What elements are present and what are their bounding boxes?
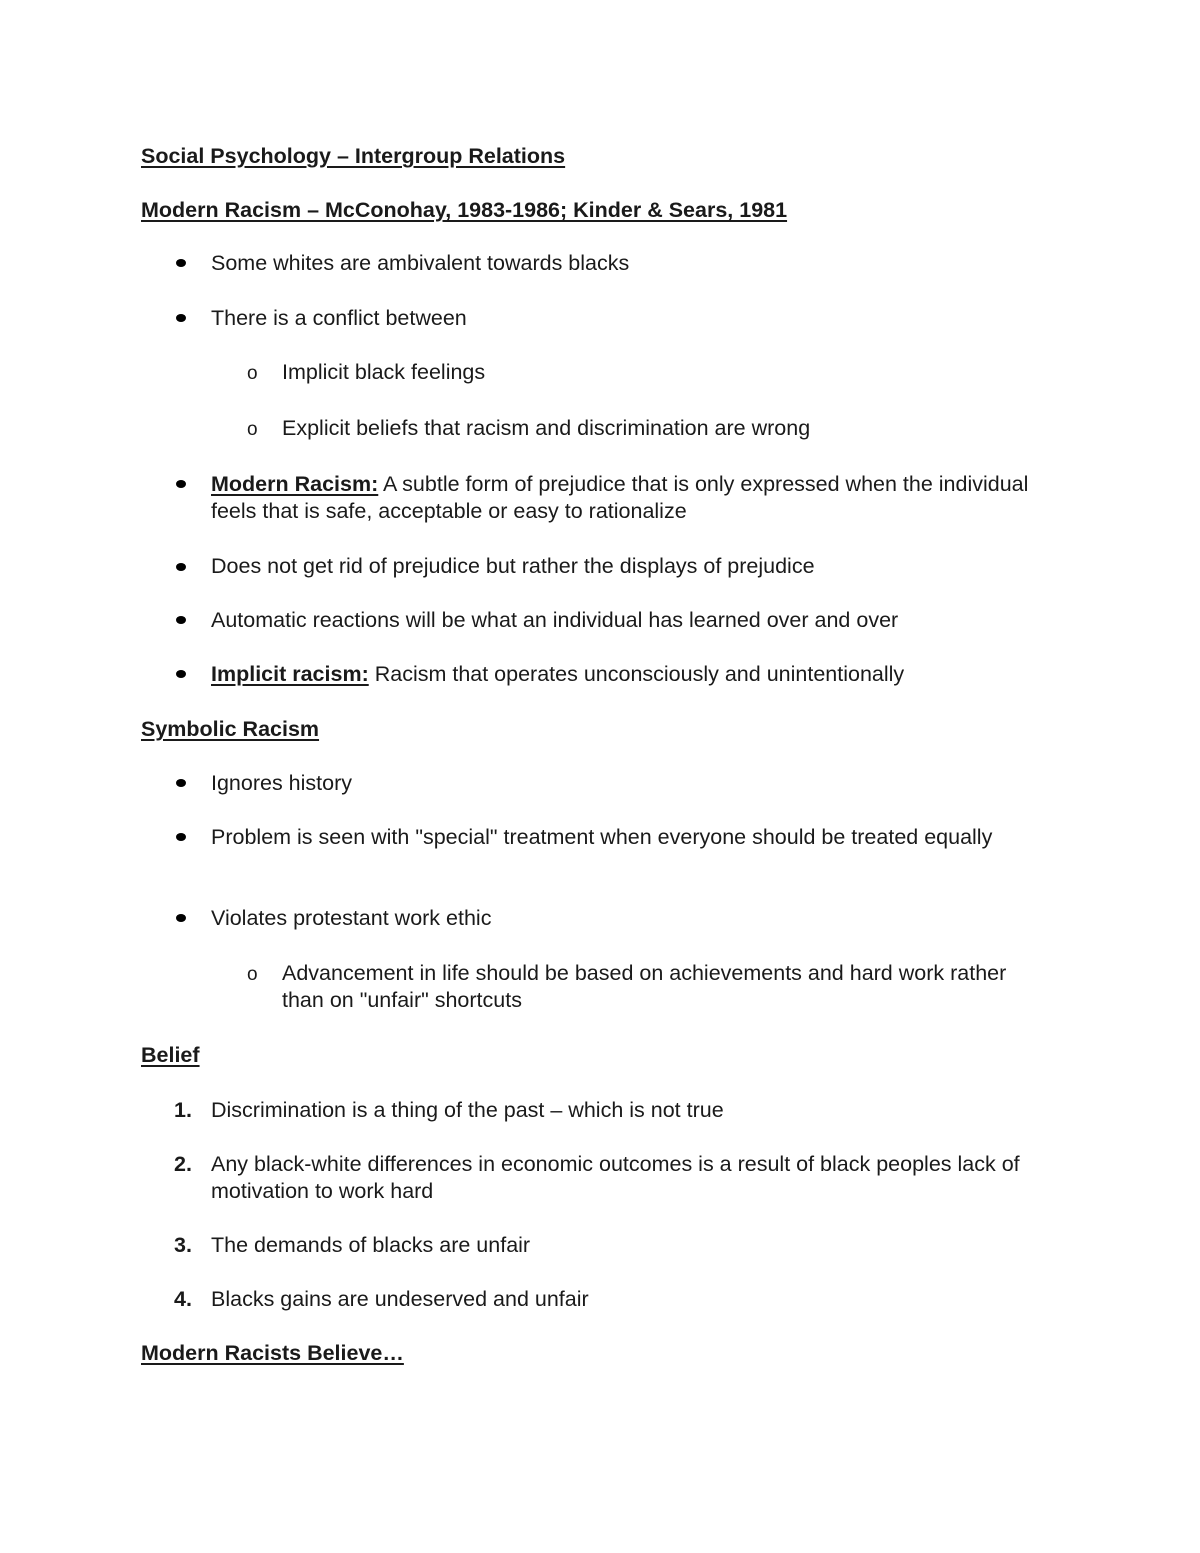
bullet-icon xyxy=(176,259,186,267)
bullet-icon xyxy=(176,670,186,678)
bullet-icon xyxy=(176,480,186,488)
sub-list-item: Implicit black feelings xyxy=(282,360,486,384)
definition-term: Modern Racism: xyxy=(211,472,379,496)
bullet-icon xyxy=(176,314,186,322)
definition-text: A subtle form of prejudice that is only expressed when the individual feels that is safe, acceptable or easy to rationalize xyxy=(211,472,1029,523)
document-title: Social Psychology – Intergroup Relations xyxy=(141,144,566,168)
list-item: Ignores history xyxy=(211,771,353,795)
numbered-item: Blacks gains are undeserved and unfair xyxy=(211,1287,589,1311)
section-heading-belief: Belief xyxy=(141,1043,200,1067)
bullet-icon xyxy=(176,616,186,624)
bullet-icon xyxy=(176,779,186,787)
numbered-item: The demands of blacks are unfair xyxy=(211,1233,531,1257)
definition-item-modern-racism xyxy=(211,471,1041,525)
list-item: There is a conflict between xyxy=(211,306,467,330)
definition-item-implicit-racism xyxy=(211,661,1041,688)
definition-text: Racism that operates unconsciously and unintentionally xyxy=(368,662,905,686)
list-item: Does not get rid of prejudice but rather the displays of prejudice xyxy=(211,554,815,578)
list-item: Automatic reactions will be what an individual has learned over and over xyxy=(211,608,899,632)
list-item: Some whites are ambivalent towards blacks xyxy=(211,251,630,275)
numbered-item: Discrimination is a thing of the past – which is not true xyxy=(211,1098,724,1122)
list-number: 4. xyxy=(174,1287,192,1311)
section-heading-modern-racists-believe: Modern Racists Believe… xyxy=(141,1341,404,1365)
section-heading-modern-racism: Modern Racism – McConohay, 1983-1986; Kinder & Sears, 1981 xyxy=(141,198,788,222)
sub-list-item: Advancement in life should be based on achievements and hard work rather than on "unfair" shortcuts xyxy=(282,961,1007,1012)
definition-term: Implicit racism: xyxy=(211,662,369,686)
sub-bullet-icon: o xyxy=(247,419,258,440)
list-number: 2. xyxy=(174,1152,192,1176)
list-item: Violates protestant work ethic xyxy=(211,906,492,930)
numbered-item: Any black-white differences in economic outcomes is a result of black peoples lack of motivation to work hard xyxy=(211,1152,1020,1203)
bullet-icon xyxy=(176,914,186,922)
sub-bullet-icon: o xyxy=(247,964,258,985)
sub-bullet-icon: o xyxy=(247,363,258,384)
list-number: 1. xyxy=(174,1098,192,1122)
bullet-icon xyxy=(176,833,186,841)
list-item: Problem is seen with "special" treatment when everyone should be treated equally xyxy=(211,825,993,849)
list-number: 3. xyxy=(174,1233,192,1257)
bullet-icon xyxy=(176,563,186,571)
sub-list-item: Explicit beliefs that racism and discrimination are wrong xyxy=(282,416,811,440)
section-heading-symbolic-racism: Symbolic Racism xyxy=(141,717,320,741)
